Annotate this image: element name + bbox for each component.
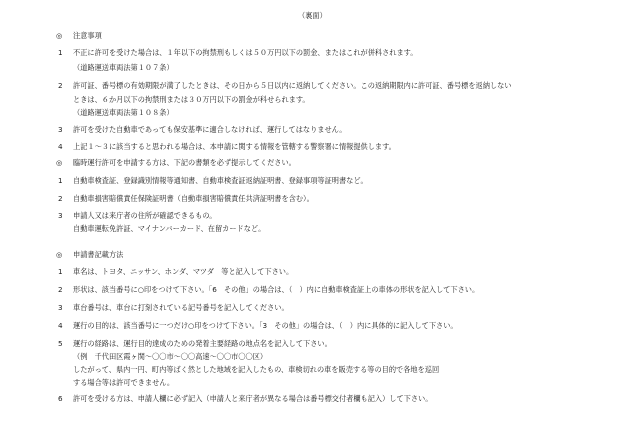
method-item-6-text: 許可を受ける方は、申請人欄に必ず記入（申請人と来庁者が異なる場合は番号標交付者欄も記入）して下さい。 xyxy=(73,394,433,403)
method-item-5-text: 運行の経路は、運行目的達成のための発着主要経路の地点名を記入して下さい。 xyxy=(73,339,332,348)
method-item-5-number: 5 xyxy=(58,339,63,348)
notes-item-2-text: 許可証、番号標の有効期限が満了したときは、その日から５日以内に返納してください。この返納期限内に許可証、番号標を返納しない xyxy=(73,81,512,90)
method-item-2-text: 形状は、該当番号に○印をつけて下さい。「6 その他」の場合は、（ ）内に自動車検査証上の車体の形状を記入して下さい。 xyxy=(73,285,480,294)
method-item-1-text: 車名は、トヨタ、ニッサン、ホンダ、マツダ 等と記入して下さい。 xyxy=(73,267,294,276)
notes-item-3-text: 許可を受けた自動車であっても保安基準に適合しなければ、運行してはなりません。 xyxy=(73,125,347,134)
notes-item-1-number: 1 xyxy=(58,48,63,57)
docs-item-3-text: 申請人又は来庁者の住所が確認できるもの。 xyxy=(73,211,217,220)
section-method-heading: 申請書記載方法 xyxy=(73,250,124,259)
notes-item-4-text: 上記１～３に該当すると思われる場合は、本申請に関する情報を管轄する警察署に情報提供します。 xyxy=(73,142,396,151)
page-label: （裏面） xyxy=(298,11,327,20)
method-item-5-text-cont-2: する場合等は許可できません。 xyxy=(73,378,175,387)
notes-item-3-number: 3 xyxy=(58,125,63,134)
method-item-6-number: 6 xyxy=(58,394,63,403)
method-item-4-number: 4 xyxy=(58,321,63,330)
docs-item-3-number: 3 xyxy=(58,211,63,220)
method-item-3-number: 3 xyxy=(58,303,63,312)
notes-item-1-citation: （道路運送車両法第１０７条） xyxy=(73,63,174,72)
method-item-5-text-cont: したがって、県内一円、町内等ばく然とした地域を記入したもの、車検切れの車を販売する等の目的で各地を巡回 xyxy=(73,365,440,374)
docs-item-1-number: 1 xyxy=(58,176,63,185)
docs-item-2-number: 2 xyxy=(58,194,63,203)
method-item-2-number: 2 xyxy=(58,285,63,294)
method-item-1-number: 1 xyxy=(58,267,63,276)
method-item-5-example: （例 千代田区霞ヶ関～〇〇市～〇〇高速～〇〇市〇〇区） xyxy=(73,352,268,361)
section-notes-marker: ◎ xyxy=(56,31,63,40)
notes-item-2-citation: （道路運送車両法第１０８条） xyxy=(73,108,174,117)
section-docs-marker: ◎ xyxy=(56,158,63,167)
section-notes-heading: 注意事項 xyxy=(73,31,102,40)
notes-item-2-number: 2 xyxy=(58,81,63,90)
notes-item-2-text-cont: ときは、６か月以下の拘禁刑または３０万円以下の罰金が科せられます。 xyxy=(73,95,310,104)
docs-item-3-text-cont: 自動車運転免許証、マイナンバーカード、在留カードなど。 xyxy=(73,224,266,233)
docs-item-2-text: 自動車損害賠償責任保険証明書（自動車損害賠償責任共済証明書を含む）。 xyxy=(73,194,314,203)
section-docs-heading: 臨時運行許可を申請する方は、下記の書類を必ず提示してください。 xyxy=(73,158,296,167)
method-item-3-text: 車台番号は、車台に打刻されている記号番号を記入してください。 xyxy=(73,303,289,312)
section-method-marker: ◎ xyxy=(56,250,63,259)
notes-item-1-text: 不正に許可を受けた場合は、１年以下の拘禁刑もしくは５０万円以下の罰金、またはこれが併科されます。 xyxy=(73,48,418,57)
notes-item-4-number: 4 xyxy=(58,142,63,151)
docs-item-1-text: 自動車検査証、登録識別情報等通知書、自動車検査証返納証明書、登録事項等証明書など。 xyxy=(73,176,368,185)
method-item-4-text: 運行の目的は、該当番号に一つだけ○印をつけて下さい。「3 その他」の場合は、（ ）内に具体的に記入して下さい。 xyxy=(73,321,458,330)
